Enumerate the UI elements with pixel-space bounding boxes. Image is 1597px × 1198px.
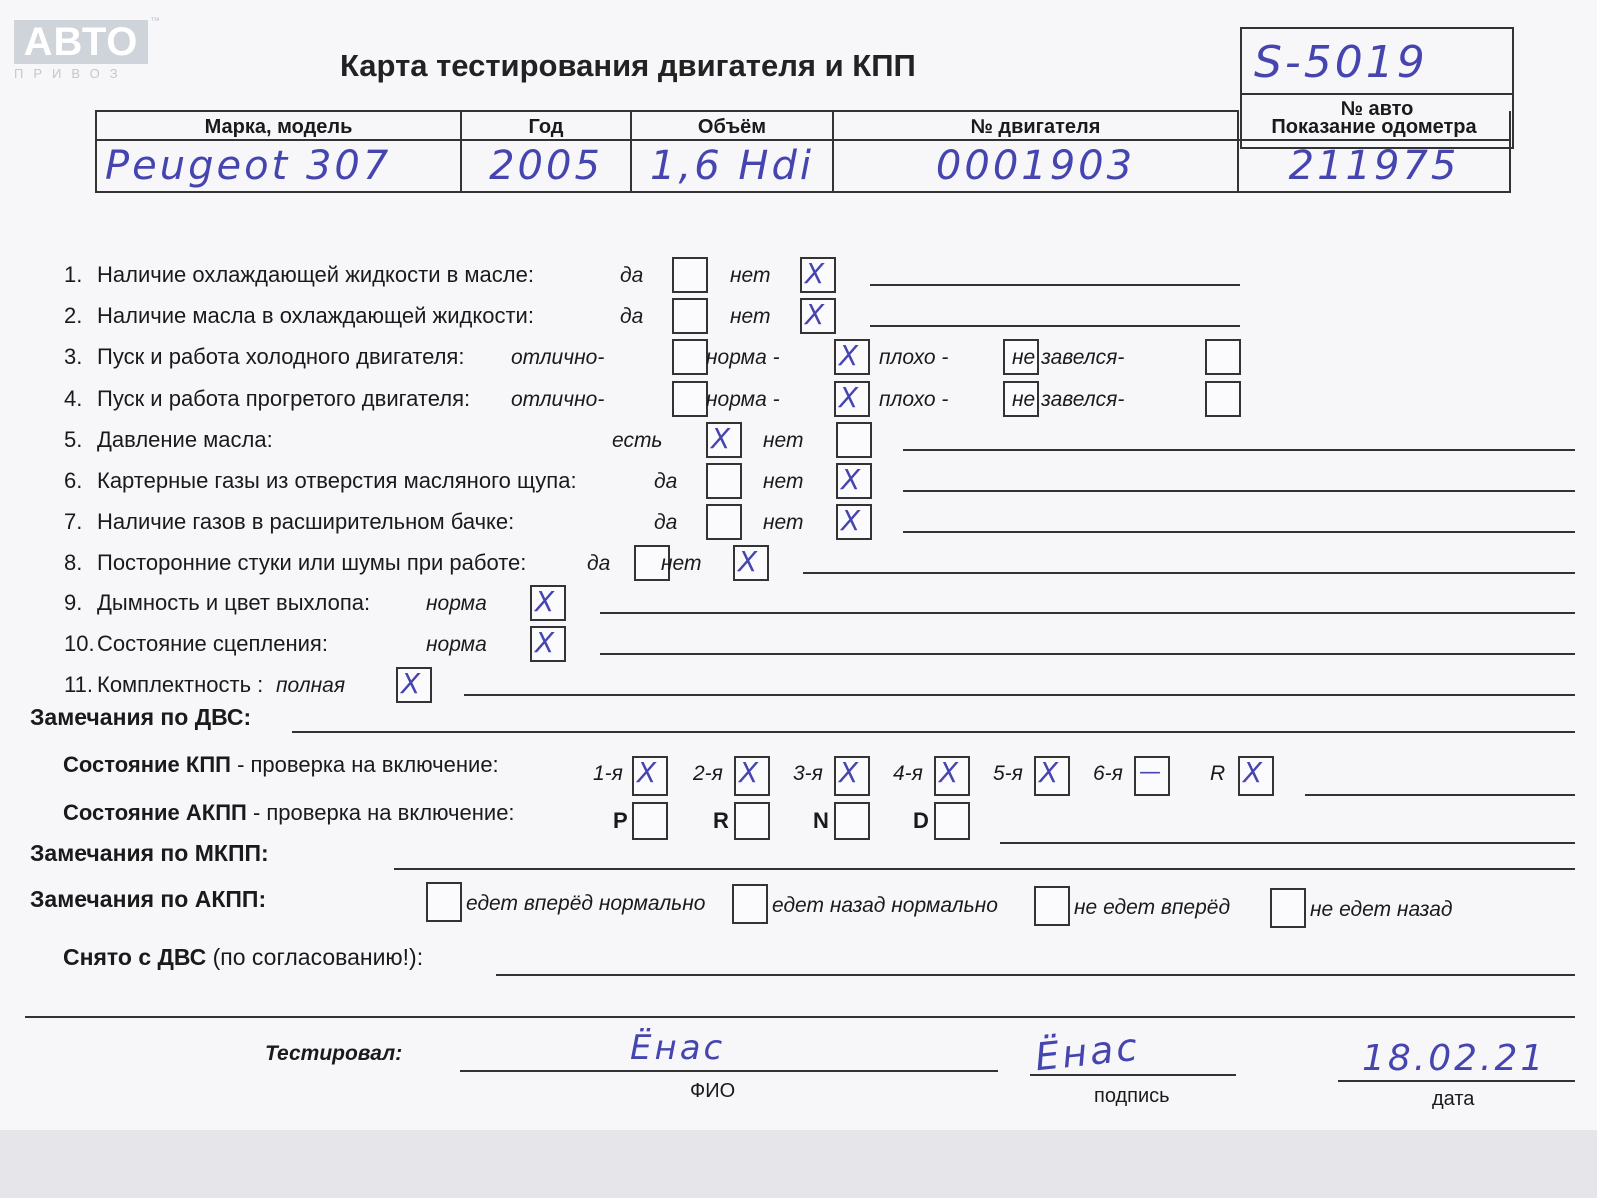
item-notes-line bbox=[903, 531, 1575, 533]
item-option-label: не завелся- bbox=[1012, 388, 1125, 411]
check-mark: X bbox=[805, 257, 825, 290]
item-number: 10. bbox=[64, 631, 95, 656]
akpp-line bbox=[1000, 842, 1575, 844]
gear-label: R bbox=[1210, 762, 1226, 785]
item-text: Состояние сцепления: bbox=[97, 631, 328, 656]
item-number: 8. bbox=[64, 550, 83, 575]
check-mark: X bbox=[637, 756, 657, 789]
item-option-label: да bbox=[654, 470, 678, 493]
akpp-no-forward-checkbox[interactable] bbox=[1034, 886, 1070, 926]
item-number: 2. bbox=[64, 303, 83, 328]
separator-line bbox=[25, 1016, 1575, 1018]
item-option-checkbox[interactable] bbox=[672, 298, 708, 334]
item-option-checkbox[interactable] bbox=[530, 585, 566, 621]
tested-label: Тестировал: bbox=[265, 1042, 403, 1065]
check-mark: X bbox=[738, 545, 758, 578]
item-notes-line bbox=[464, 694, 1575, 696]
gear-label: 6-я bbox=[1093, 762, 1123, 785]
gear-checkbox[interactable] bbox=[934, 756, 970, 796]
engine-number-label: № двигателя bbox=[833, 111, 1238, 140]
check-mark: X bbox=[711, 422, 731, 455]
item-text: Дымность и цвет выхлопа: bbox=[97, 590, 371, 615]
check-mark: X bbox=[839, 339, 859, 372]
logo-subtext: ПРИВОЗ bbox=[14, 66, 128, 81]
check-mark: X bbox=[841, 504, 861, 537]
item-notes-line bbox=[903, 490, 1575, 492]
item-option-checkbox[interactable] bbox=[706, 422, 742, 458]
item-notes-line bbox=[870, 325, 1240, 327]
item-option-label: отлично- bbox=[511, 388, 605, 411]
akpp-back-ok-label: едет назад нормально bbox=[772, 894, 998, 917]
item-number: 6. bbox=[64, 468, 83, 493]
remarks-mkpp-line bbox=[394, 868, 1575, 870]
akpp-mode-checkbox[interactable] bbox=[834, 802, 870, 840]
gear-checkbox[interactable] bbox=[632, 756, 668, 796]
engine-number-value: 0001903 bbox=[833, 140, 1238, 192]
check-mark: X bbox=[401, 667, 421, 700]
item-option-label: норма - bbox=[706, 388, 780, 411]
volume-label: Объём bbox=[631, 111, 833, 140]
gear-label: 3-я bbox=[793, 762, 823, 785]
check-mark: X bbox=[535, 585, 555, 618]
item-option-checkbox[interactable] bbox=[733, 545, 769, 581]
item-number: 7. bbox=[64, 509, 83, 534]
gear-checkbox[interactable] bbox=[1238, 756, 1274, 796]
removed-label: Снято с ДВС (по согласованию!): bbox=[63, 944, 424, 970]
akpp-mode-label: D bbox=[913, 808, 929, 833]
item-option-label: не завелся- bbox=[1012, 346, 1125, 369]
akpp-no-back-label: не едет назад bbox=[1310, 898, 1453, 921]
item-text: Пуск и работа холодного двигателя: bbox=[97, 344, 465, 369]
item-option-checkbox[interactable] bbox=[836, 422, 872, 458]
item-text: Наличие охлаждающей жидкости в масле: bbox=[97, 262, 534, 287]
akpp-mode-label: R bbox=[713, 808, 729, 833]
item-option-checkbox[interactable] bbox=[834, 339, 870, 375]
check-mark: X bbox=[805, 298, 825, 331]
item-option-label: плохо - bbox=[879, 388, 949, 411]
check-mark: X bbox=[841, 463, 861, 496]
date-value: 18.02.21 bbox=[1362, 1038, 1547, 1079]
item-option-checkbox[interactable] bbox=[800, 298, 836, 334]
akpp-mode-label: N bbox=[813, 808, 829, 833]
check-mark: X bbox=[839, 756, 859, 789]
item-option-label: нет bbox=[763, 511, 804, 534]
item-option-checkbox[interactable] bbox=[836, 463, 872, 499]
fio-caption: ФИО bbox=[690, 1080, 736, 1102]
item-option-checkbox[interactable] bbox=[836, 504, 872, 540]
odometer-value: 211975 bbox=[1238, 140, 1510, 192]
vehicle-info-table bbox=[95, 110, 1511, 193]
paper-edge bbox=[0, 1130, 1597, 1198]
item-option-checkbox[interactable] bbox=[706, 504, 742, 540]
item-number: 5. bbox=[64, 427, 83, 452]
remarks-dvs-line bbox=[292, 731, 1575, 733]
signature-caption: подпись bbox=[1094, 1085, 1170, 1107]
item-option-checkbox[interactable] bbox=[530, 626, 566, 662]
logo-tm: ™ bbox=[150, 16, 160, 27]
gear-label: 1-я bbox=[593, 762, 623, 785]
akpp-forward-ok-checkbox[interactable] bbox=[426, 882, 462, 922]
fio-value: Ёнас bbox=[630, 1028, 726, 1068]
item-option-label: норма - bbox=[706, 346, 780, 369]
item-number: 3. bbox=[64, 344, 83, 369]
akpp-no-forward-label: не едет вперёд bbox=[1074, 896, 1231, 919]
logo bbox=[14, 20, 148, 81]
akpp-no-back-checkbox[interactable] bbox=[1270, 888, 1306, 928]
signature-value: Ёнас bbox=[1032, 1024, 1143, 1080]
item-option-label: норма bbox=[426, 633, 487, 656]
check-mark: X bbox=[1039, 756, 1059, 789]
item-text: Давление масла: bbox=[97, 427, 273, 452]
check-mark: X bbox=[1243, 756, 1263, 789]
gear-checkbox[interactable] bbox=[834, 756, 870, 796]
item-notes-line bbox=[600, 612, 1575, 614]
item-option-checkbox[interactable] bbox=[706, 463, 742, 499]
akpp-back-ok-checkbox[interactable] bbox=[732, 884, 768, 924]
item-option-label: да bbox=[620, 305, 644, 328]
item-option-label: отлично- bbox=[511, 346, 605, 369]
akpp-forward-ok-label: едет вперёд нормально bbox=[466, 892, 706, 915]
logo-text: АВТО bbox=[14, 20, 148, 64]
gear-label: 5-я bbox=[993, 762, 1023, 785]
gear-label: 4-я bbox=[893, 762, 923, 785]
item-option-checkbox[interactable] bbox=[834, 381, 870, 417]
item-text: Наличие газов в расширительном бачке: bbox=[97, 509, 515, 534]
brand-value: Peugeot 307 bbox=[96, 140, 461, 192]
item-option-checkbox[interactable] bbox=[672, 339, 708, 375]
item-option-checkbox[interactable] bbox=[672, 257, 708, 293]
remarks-mkpp-label: Замечания по МКПП: bbox=[30, 840, 269, 866]
item-option-label: есть bbox=[612, 429, 663, 452]
item-text: Комплектность : bbox=[97, 672, 264, 697]
odometer-label: Показание одометра bbox=[1238, 111, 1510, 140]
item-option-label: да bbox=[654, 511, 678, 534]
item-notes-line bbox=[803, 572, 1575, 574]
item-option-label: нет bbox=[763, 470, 804, 493]
item-option-label: нет bbox=[661, 552, 702, 575]
check-mark: — bbox=[1139, 760, 1161, 785]
check-mark: X bbox=[939, 756, 959, 789]
item-notes-line bbox=[903, 449, 1575, 451]
auto-number-label: № авто bbox=[1242, 93, 1512, 121]
item-option-label: да bbox=[587, 552, 611, 575]
gear-checkbox[interactable] bbox=[734, 756, 770, 796]
item-option-label: плохо - bbox=[879, 346, 949, 369]
akpp-mode-checkbox[interactable] bbox=[934, 802, 970, 840]
check-mark: X bbox=[839, 381, 859, 414]
gear-checkbox[interactable] bbox=[1134, 756, 1170, 796]
item-number: 9. bbox=[64, 590, 83, 615]
akpp-mode-label: P bbox=[613, 808, 628, 833]
item-text: Посторонние стуки или шумы при работе: bbox=[97, 550, 527, 575]
item-notes-line bbox=[870, 284, 1240, 286]
fio-line bbox=[460, 1070, 998, 1072]
check-mark: X bbox=[535, 626, 555, 659]
item-option-checkbox[interactable] bbox=[1205, 381, 1241, 417]
signature-line bbox=[1030, 1074, 1236, 1076]
gear-label: 2-я bbox=[693, 762, 723, 785]
item-number: 11. bbox=[64, 672, 93, 697]
auto-number-value: S-5019 bbox=[1254, 37, 1428, 88]
akpp-mode-checkbox[interactable] bbox=[734, 802, 770, 840]
remarks-dvs-label: Замечания по ДВС: bbox=[30, 704, 252, 730]
akpp-mode-checkbox[interactable] bbox=[632, 802, 668, 840]
page-title: Карта тестирования двигателя и КПП bbox=[340, 48, 916, 83]
removed-line bbox=[496, 974, 1575, 976]
item-option-label: нет bbox=[763, 429, 804, 452]
item-option-label: нет bbox=[730, 305, 771, 328]
item-option-label: полная bbox=[276, 674, 346, 697]
gear-checkbox[interactable] bbox=[1034, 756, 1070, 796]
year-value: 2005 bbox=[461, 140, 631, 192]
item-option-label: да bbox=[620, 264, 644, 287]
kpp-label: Состояние КПП - проверка на включение: bbox=[63, 752, 499, 777]
remarks-akpp-label: Замечания по АКПП: bbox=[30, 886, 267, 912]
check-mark: X bbox=[739, 756, 759, 789]
item-option-checkbox[interactable] bbox=[396, 667, 432, 703]
item-text: Картерные газы из отверстия масляного щупа: bbox=[97, 468, 577, 493]
item-option-label: норма bbox=[426, 592, 487, 615]
item-notes-line bbox=[600, 653, 1575, 655]
item-option-checkbox[interactable] bbox=[672, 381, 708, 417]
item-number: 1. bbox=[64, 262, 83, 287]
item-option-checkbox[interactable] bbox=[800, 257, 836, 293]
item-option-checkbox[interactable] bbox=[1205, 339, 1241, 375]
brand-label: Марка, модель bbox=[96, 111, 461, 140]
year-label: Год bbox=[461, 111, 631, 140]
item-option-label: нет bbox=[730, 264, 771, 287]
date-caption: дата bbox=[1432, 1088, 1475, 1110]
akpp-label: Состояние АКПП - проверка на включение: bbox=[63, 800, 515, 825]
item-text: Наличие масла в охлаждающей жидкости: bbox=[97, 303, 534, 328]
item-number: 4. bbox=[64, 386, 83, 411]
item-text: Пуск и работа прогретого двигателя: bbox=[97, 386, 471, 411]
volume-value: 1,6 Hdi bbox=[631, 140, 833, 192]
kpp-line bbox=[1305, 794, 1575, 796]
date-line bbox=[1338, 1080, 1575, 1082]
